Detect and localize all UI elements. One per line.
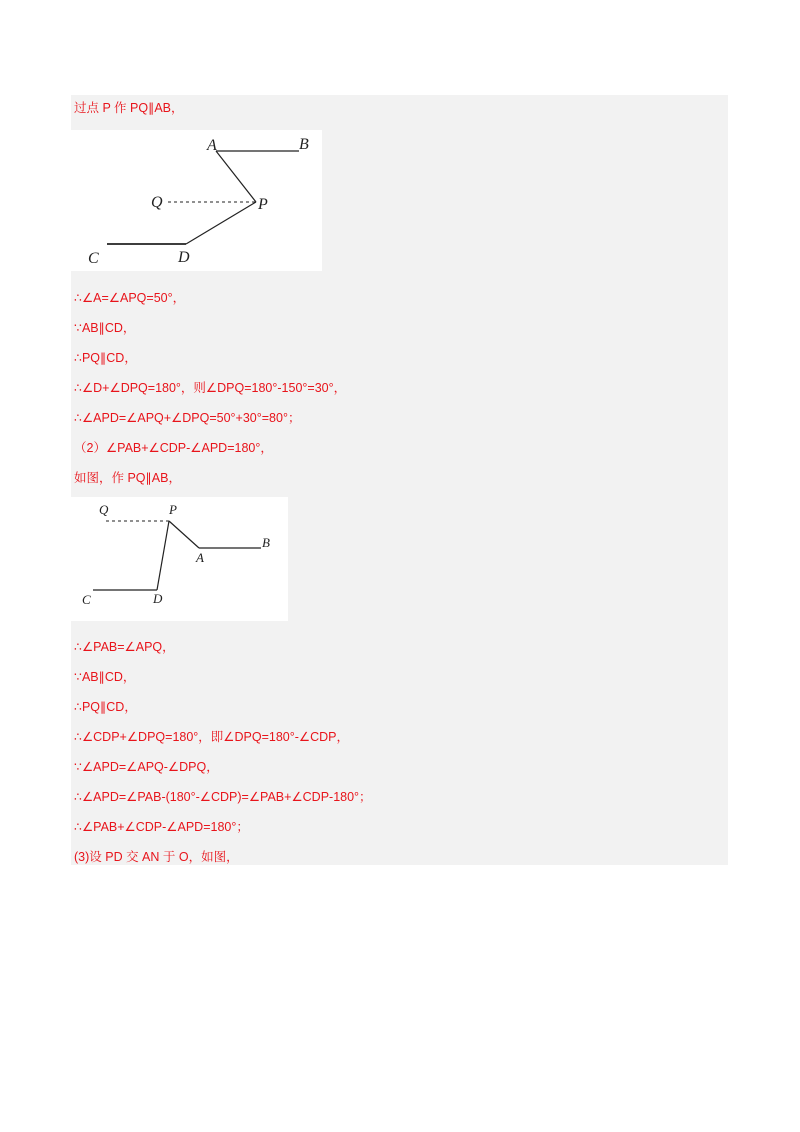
text-line-12: ∴∠CDP+∠DPQ=180°，即∠DPQ=180°-∠CDP， [74,730,350,744]
fig1-label-Q: Q [151,194,163,211]
fig1-label-B: B [299,136,309,153]
text-line-5: ∴∠D+∠DPQ=180°，则∠DPQ=180°-150°=30°， [74,381,347,395]
text-line-6: ∴∠APD=∠APQ+∠DPQ=50°+30°=80°； [74,411,301,425]
fig2-label-A: A [196,550,204,565]
text-line-13: ∵∠APD=∠APQ-∠DPQ， [74,760,219,774]
fig2-label-B: B [262,535,270,550]
text-line-3: ∵AB∥CD， [74,321,136,335]
text-line-2: ∴∠A=∠APQ=50°， [74,291,186,305]
figure-1 [71,130,322,271]
fig1-label-P: P [258,196,268,213]
fig2-label-Q: Q [99,502,109,517]
text-line-4: ∴PQ∥CD， [74,351,137,365]
text-line-9: ∴∠PAB=∠APQ， [74,640,175,654]
text-line-15: ∴∠PAB+∠CDP-∠APD=180°； [74,820,249,834]
figure-2 [71,497,288,621]
text-line-1: 过点 P 作 PQ∥AB， [74,101,184,115]
text-line-8: 如图，作 PQ∥AB， [74,471,181,485]
text-line-14: ∴∠APD=∠PAB-(180°-∠CDP)=∠PAB+∠CDP-180°； [74,790,372,804]
text-line-11: ∴PQ∥CD， [74,700,137,714]
text-line-16: (3)设 PD 交 AN 于 O，如图， [74,850,239,864]
text-line-7: （2）∠PAB+∠CDP-∠APD=180°， [74,441,273,455]
text-line-10: ∵AB∥CD， [74,670,136,684]
fig2-label-D: D [153,591,163,606]
fig1-label-C: C [88,250,99,267]
fig2-label-C: C [82,592,91,607]
fig1-label-A: A [207,137,217,154]
fig2-label-P: P [169,502,177,517]
fig1-label-D: D [178,249,190,266]
